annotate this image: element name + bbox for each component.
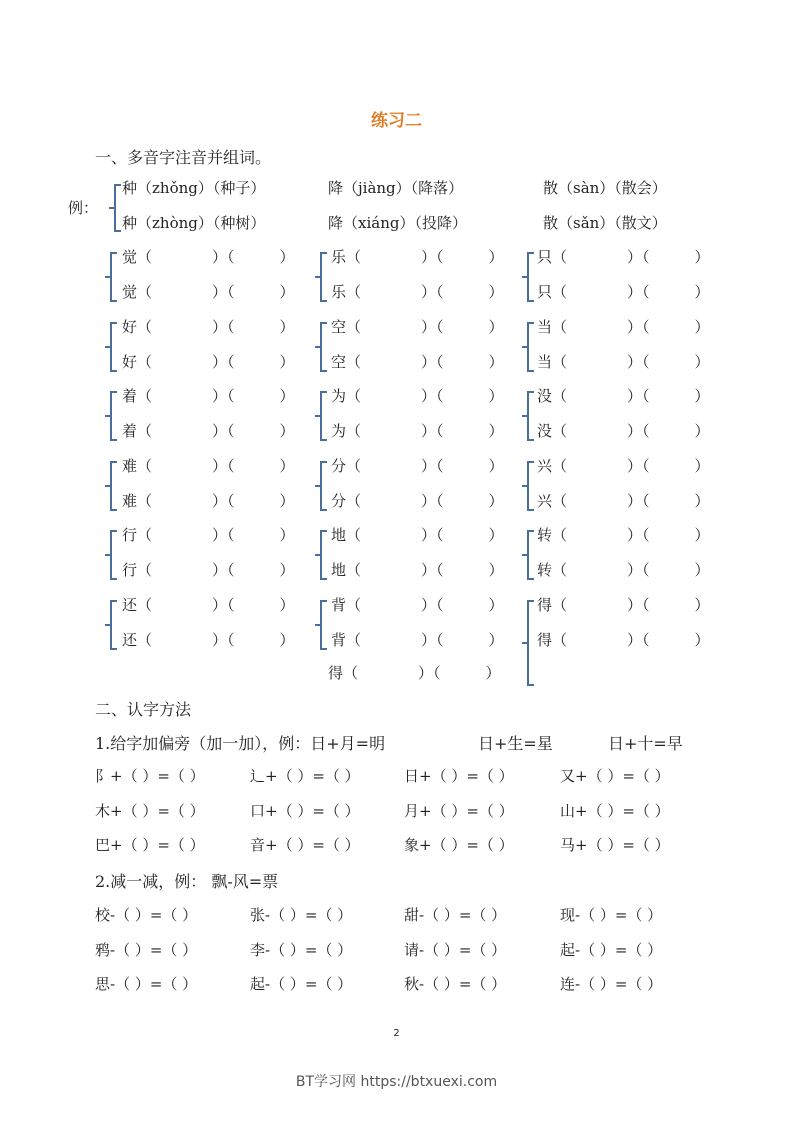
exercise-item[interactable]: 巴+（ ）=（ ）	[95, 836, 205, 854]
character: 难	[122, 491, 138, 510]
answer-blank[interactable]: （ ）（ ）	[552, 561, 710, 579]
character: 好	[122, 317, 138, 336]
polyphone-row[interactable]	[537, 246, 710, 267]
polyphone-row[interactable]	[331, 420, 504, 441]
brace-icon	[320, 600, 327, 650]
polyphone-row[interactable]	[537, 351, 710, 372]
polyphone-row[interactable]	[331, 385, 504, 406]
answer-blank[interactable]: （ ）（ ）	[346, 283, 504, 301]
character: 行	[122, 561, 138, 579]
brace-icon	[110, 391, 117, 441]
answer-blank[interactable]: （ ）（ ）	[552, 422, 710, 440]
answer-blank[interactable]: （ ）（ ）	[552, 283, 710, 301]
character: 乐	[331, 283, 347, 301]
character: 觉	[122, 283, 138, 301]
answer-blank[interactable]: （ ）（ ）	[137, 248, 295, 266]
sub1-example-3: 日+十=早	[608, 734, 683, 753]
character: 得	[537, 630, 553, 649]
character: 背	[331, 595, 347, 614]
exercise-item[interactable]: 起-（ ）=（ ）	[250, 975, 353, 993]
brace-icon	[527, 530, 534, 580]
exercise-item[interactable]: 阝+（ ）=（ ）	[95, 767, 205, 785]
brace-icon	[114, 184, 121, 232]
polyphone-row[interactable]	[122, 524, 295, 545]
polyphone-row[interactable]	[331, 594, 504, 615]
answer-blank[interactable]: （ ）（ ）	[552, 595, 710, 614]
answer-blank[interactable]: （ ）（ ）	[137, 317, 295, 336]
polyphone-row[interactable]	[122, 246, 295, 267]
section1-heading: 一、多音字注音并组词。	[95, 148, 272, 167]
sub1-example-2: 日+生=星	[478, 734, 553, 753]
character: 还	[122, 595, 138, 614]
polyphone-row[interactable]	[537, 559, 710, 580]
extra-line[interactable]: 得（ ）（ ）	[328, 664, 501, 682]
polyphone-row[interactable]	[537, 281, 710, 302]
answer-blank[interactable]: （ ）（ ）	[346, 422, 504, 440]
polyphone-row[interactable]	[122, 351, 295, 372]
character: 分	[331, 456, 347, 475]
exercise-item[interactable]: 日+（ ）=（ ）	[404, 767, 514, 785]
character: 乐	[331, 248, 347, 266]
character: 还	[122, 630, 138, 649]
character: 转	[537, 561, 553, 579]
answer-blank[interactable]: （ ）（ ）	[346, 456, 504, 475]
character: 为	[331, 422, 347, 440]
polyphone-row[interactable]	[122, 420, 295, 441]
example-label: 例：	[68, 199, 99, 217]
answer-blank[interactable]: （ ）（ ）	[346, 630, 504, 649]
answer-blank[interactable]: （ ）（ ）	[552, 387, 710, 405]
exercise-item[interactable]: 音+（ ）=（ ）	[250, 836, 360, 854]
brace-icon	[110, 252, 117, 302]
polyphone-row[interactable]	[537, 420, 710, 441]
brace-icon	[110, 322, 117, 372]
polyphone-row[interactable]	[537, 629, 710, 650]
character: 好	[122, 352, 138, 371]
character: 空	[331, 317, 347, 336]
character: 转	[537, 526, 553, 544]
answer-blank[interactable]: （ ）（ ）	[552, 526, 710, 544]
exercise-item[interactable]: 口+（ ）=（ ）	[250, 801, 360, 820]
brace-icon	[110, 530, 117, 580]
polyphone-row[interactable]	[537, 524, 710, 545]
page-title: 练习二	[371, 111, 422, 131]
brace-icon	[320, 461, 327, 511]
character: 地	[331, 526, 347, 544]
polyphone-row[interactable]	[537, 594, 710, 615]
brace-icon	[110, 600, 117, 650]
section2-heading: 二、认字方法	[95, 700, 192, 719]
brace-icon	[320, 391, 327, 441]
exercise-item[interactable]: 木+（ ）=（ ）	[95, 801, 205, 820]
character: 兴	[537, 456, 553, 475]
exercise-item[interactable]: 辶+（ ）=（ ）	[250, 767, 360, 785]
answer-blank[interactable]: （ ）（ ）	[137, 561, 295, 579]
page-number: 2	[393, 1028, 400, 1039]
character: 当	[537, 317, 553, 336]
character: 着	[122, 422, 138, 440]
answer-blank[interactable]: （ ）（ ）	[137, 422, 295, 440]
character: 没	[537, 422, 553, 440]
character: 只	[537, 248, 553, 266]
brace-icon	[527, 391, 534, 441]
character: 觉	[122, 248, 138, 266]
polyphone-row[interactable]	[331, 559, 504, 580]
polyphone-row[interactable]	[331, 629, 504, 650]
exercise-item[interactable]: 山+（ ）=（ ）	[560, 801, 670, 820]
answer-blank[interactable]: （ ）（ ）	[552, 352, 710, 371]
example-2-bottom: 降（xiáng）（投降）	[328, 214, 467, 232]
exercise-item[interactable]: 甜-（ ）=（ ）	[404, 906, 507, 924]
exercise-item[interactable]: 思-（ ）=（ ）	[95, 975, 198, 993]
exercise-item[interactable]: 李-（ ）=（ ）	[250, 940, 353, 959]
exercise-item[interactable]: 现-（ ）=（ ）	[560, 906, 663, 924]
answer-blank[interactable]: （ ）（ ）	[346, 595, 504, 614]
answer-blank[interactable]: （ ）（ ）	[137, 595, 295, 614]
polyphone-row[interactable]	[122, 455, 295, 476]
character: 兴	[537, 491, 553, 510]
example-3-bottom: 散（sǎn）（散文）	[543, 214, 667, 232]
character: 背	[331, 630, 347, 649]
character: 地	[331, 561, 347, 579]
character: 当	[537, 352, 553, 371]
example-1-bottom: 种（zhòng）（种树）	[122, 214, 266, 232]
answer-blank[interactable]: （ ）（ ）	[137, 283, 295, 301]
answer-blank[interactable]: （ ）（ ）	[346, 248, 504, 266]
character: 着	[122, 387, 138, 405]
exercise-item[interactable]: 校-（ ）=（ ）	[95, 906, 198, 924]
brace-icon	[320, 252, 327, 302]
answer-blank[interactable]: （ ）（ ）	[552, 630, 710, 649]
character: 分	[331, 491, 347, 510]
exercise-item[interactable]: 张-（ ）=（ ）	[250, 906, 353, 924]
exercise-item[interactable]: 又+（ ）=（ ）	[560, 767, 670, 785]
polyphone-row[interactable]	[331, 490, 504, 511]
polyphone-row[interactable]	[331, 281, 504, 302]
answer-blank[interactable]: （ ）（ ）	[552, 491, 710, 510]
brace-icon	[320, 322, 327, 372]
example-1-top: 种（zhǒng）（种子）	[122, 179, 266, 197]
answer-blank[interactable]: （ ）（ ）	[346, 526, 504, 544]
answer-blank[interactable]: （ ）（ ）	[346, 317, 504, 336]
polyphone-row[interactable]	[331, 316, 504, 337]
exercise-item[interactable]: 请-（ ）=（ ）	[404, 940, 507, 959]
answer-blank[interactable]: （ ）（ ）	[137, 526, 295, 544]
answer-blank[interactable]: （ ）（ ）	[137, 630, 295, 649]
example-2-top: 降（jiàng）（降落）	[328, 179, 464, 197]
character: 行	[122, 526, 138, 544]
polyphone-row[interactable]	[331, 351, 504, 372]
sub2-label: 2.减一减，例： 飘-风=票	[95, 872, 279, 891]
polyphone-row[interactable]	[122, 316, 295, 337]
example-3-top: 散（sàn）（散会）	[543, 179, 667, 197]
sub1-label: 1.给字加偏旁（加一加），例：日+月=明	[95, 734, 386, 753]
character: 没	[537, 387, 553, 405]
character: 得	[537, 595, 553, 614]
brace-icon	[527, 461, 534, 511]
polyphone-row[interactable]	[122, 490, 295, 511]
polyphone-row[interactable]	[122, 385, 295, 406]
polyphone-row[interactable]	[537, 490, 710, 511]
polyphone-row[interactable]	[537, 385, 710, 406]
footer-watermark: BT学习网 https://btxuexi.com	[295, 1074, 498, 1090]
answer-blank[interactable]: （ ）（ ）	[346, 561, 504, 579]
answer-blank[interactable]: （ ）（ ）	[137, 491, 295, 510]
polyphone-row[interactable]	[122, 629, 295, 650]
polyphone-row[interactable]	[537, 455, 710, 476]
answer-blank[interactable]: （ ）（ ）	[552, 317, 710, 336]
polyphone-row[interactable]	[331, 246, 504, 267]
exercise-item[interactable]: 鸦-（ ）=（ ）	[95, 940, 198, 959]
polyphone-row[interactable]	[122, 594, 295, 615]
brace-icon	[527, 252, 534, 302]
polyphone-row[interactable]	[331, 524, 504, 545]
answer-blank[interactable]: （ ）（ ）	[552, 248, 710, 266]
exercise-item[interactable]: 起-（ ）=（ ）	[560, 940, 663, 959]
answer-blank[interactable]: （ ）（ ）	[137, 387, 295, 405]
polyphone-row[interactable]	[122, 559, 295, 580]
exercise-item[interactable]: 连-（ ）=（ ）	[560, 975, 663, 993]
answer-blank[interactable]: （ ）（ ）	[346, 387, 504, 405]
brace-icon	[527, 600, 534, 686]
answer-blank[interactable]: （ ）（ ）	[137, 352, 295, 371]
brace-icon	[320, 530, 327, 580]
answer-blank[interactable]: （ ）（ ）	[346, 491, 504, 510]
polyphone-row[interactable]	[537, 316, 710, 337]
character: 难	[122, 456, 138, 475]
exercise-item[interactable]: 马+（ ）=（ ）	[560, 836, 670, 854]
character: 为	[331, 387, 347, 405]
brace-icon	[110, 461, 117, 511]
answer-blank[interactable]: （ ）（ ）	[137, 456, 295, 475]
polyphone-row[interactable]	[331, 455, 504, 476]
character: 空	[331, 352, 347, 371]
character: 只	[537, 283, 553, 301]
answer-blank[interactable]: （ ）（ ）	[346, 352, 504, 371]
exercise-item[interactable]: 象+（ ）=（ ）	[404, 836, 514, 854]
answer-blank[interactable]: （ ）（ ）	[552, 456, 710, 475]
polyphone-row[interactable]	[122, 281, 295, 302]
brace-icon	[527, 322, 534, 372]
exercise-item[interactable]: 月+（ ）=（ ）	[404, 801, 514, 820]
exercise-item[interactable]: 秋-（ ）=（ ）	[404, 975, 507, 993]
